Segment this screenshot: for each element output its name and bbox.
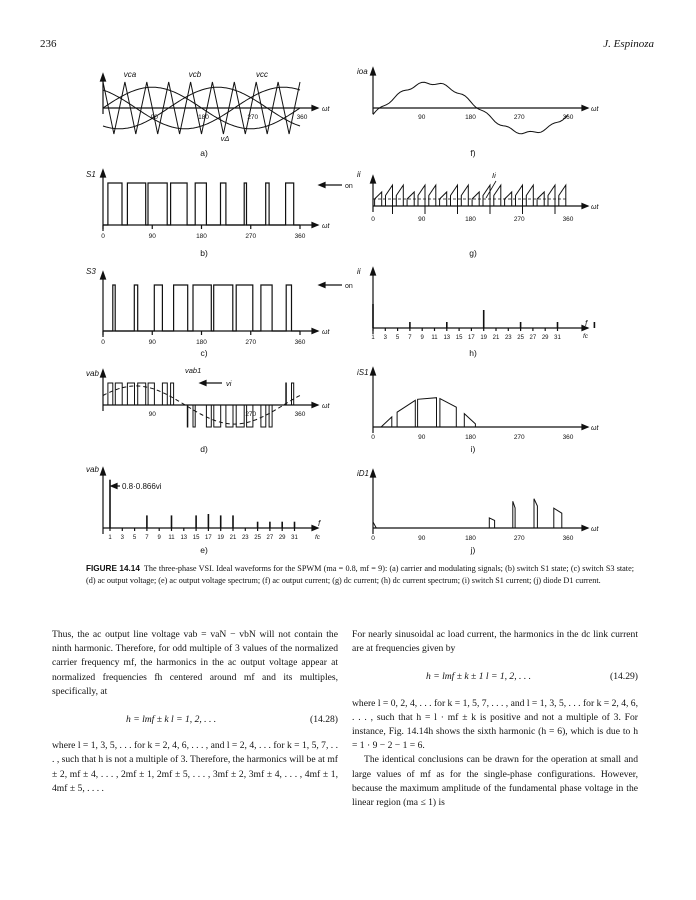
diode-d1-current bbox=[373, 499, 568, 528]
harmonic-tick-label: 29 bbox=[278, 535, 286, 541]
panel-e-y-arrow bbox=[101, 468, 106, 475]
harmonic-tick-label: 5 bbox=[395, 335, 400, 341]
panel-h-ylabel: ii bbox=[357, 267, 361, 276]
panel-c-ylabel: S3 bbox=[86, 267, 96, 276]
right-paragraph-3: The identical conclusions can be drawn for the operation at small and large values of mf as for the single-phase configurations. However, because the maximum amplitude of the fundamental phase voltage in the linear region (ma ≤ 1) is bbox=[352, 754, 638, 809]
panel-d-x-arrow bbox=[312, 403, 318, 408]
harmonic-tick-label: 11 bbox=[168, 535, 175, 541]
panel-f-tick-label: 90 bbox=[418, 114, 426, 121]
harmonic-tick-label: 25 bbox=[517, 335, 524, 341]
equation-number: (14.28) bbox=[310, 714, 338, 726]
panel-f-wt-label: ωt bbox=[591, 106, 599, 113]
panel-letter: a) bbox=[200, 148, 208, 158]
panel-b-tick-label: 0 bbox=[101, 233, 105, 240]
panel-a-wt-label: ωt bbox=[322, 106, 330, 113]
panel-a-tick-label: 180 bbox=[198, 114, 209, 121]
panel-b-tick-label: 90 bbox=[148, 233, 156, 240]
panel-c-wt-label: ωt bbox=[322, 329, 330, 336]
harmonic-tick-label: 17 bbox=[468, 335, 475, 341]
panel-j-wt-label: ωt bbox=[591, 526, 599, 533]
panel-h-xsub: fc bbox=[583, 333, 589, 340]
harmonic-tick-label: 11 bbox=[431, 335, 438, 341]
harmonic-tick-label: 3 bbox=[383, 335, 387, 341]
panel-g-wt-label: ωt bbox=[591, 204, 599, 211]
harmonic-tick-label: 1 bbox=[371, 335, 375, 341]
panel-h-xlabel: f bbox=[585, 319, 588, 328]
vcc-label: vcc bbox=[256, 70, 268, 79]
panel-g-tick-label: 0 bbox=[371, 216, 375, 223]
switch-s1-state bbox=[103, 183, 300, 225]
panel-j-tick-label: 90 bbox=[418, 535, 426, 542]
harmonic-tick-label: 27 bbox=[529, 335, 537, 341]
harmonic-tick-label: 7 bbox=[145, 535, 149, 541]
harmonic-tick-label: 13 bbox=[180, 535, 188, 541]
panel-i-wt-label: ωt bbox=[591, 425, 599, 432]
harmonic-tick-label: 17 bbox=[205, 535, 212, 541]
left-column bbox=[52, 628, 338, 796]
harmonic-tick-label: 9 bbox=[420, 335, 424, 341]
figure-label: FIGURE 14.14 bbox=[86, 564, 140, 573]
caption-text: The three-phase VSI. Ideal waveforms for the SPWM (ma = 0.8, mf = 9): (a) carrier and modulating signals; (b) switch S1 state; (c) switch S3 state; (d) ac output voltage; (e) ac output voltage spectrum; (f) ac output current; (g) dc current; (h) dc current spectrum; (i) switch S1 current; (j) diode D1 current. bbox=[86, 564, 634, 586]
panel-g-y-arrow bbox=[371, 176, 376, 183]
equation-expression: h = lmf ± k ± 1 l = 1, 2, . . . bbox=[426, 671, 532, 683]
panel-b-wt-label: ωt bbox=[322, 223, 330, 230]
harmonic-tick-label: 23 bbox=[504, 335, 512, 341]
panel-c-tick-label: 270 bbox=[245, 339, 257, 346]
panel-j-x-arrow bbox=[582, 526, 588, 531]
on-label: on bbox=[345, 283, 353, 290]
panel-c-tick-label: 180 bbox=[196, 339, 207, 346]
panel-d-tick-label: 360 bbox=[294, 411, 306, 418]
running-head-author: J. Espinoza bbox=[603, 38, 654, 50]
panel-g-tick-label: 180 bbox=[465, 216, 476, 223]
panel-letter: h) bbox=[469, 348, 477, 358]
panel-i-tick-label: 270 bbox=[513, 434, 525, 441]
right-paragraph-1: For nearly sinusoidal ac load current, the harmonics in the dc link current are at frequencies given by bbox=[352, 629, 638, 655]
panel-b-tick-label: 360 bbox=[294, 233, 306, 240]
on-arrow-head bbox=[319, 183, 325, 188]
switch-s1-current bbox=[373, 398, 568, 427]
panel-i-x-arrow bbox=[582, 425, 588, 430]
panel-d-tick-label: 90 bbox=[148, 411, 156, 418]
panel-c-y-arrow bbox=[101, 272, 106, 279]
right-column bbox=[352, 628, 638, 810]
panel-i-tick-label: 0 bbox=[371, 434, 375, 441]
harmonic-tick-label: 19 bbox=[480, 335, 488, 341]
panel-h-y-arrow bbox=[371, 268, 376, 275]
panel-c-tick-label: 360 bbox=[294, 339, 306, 346]
equation-14-28 bbox=[52, 713, 338, 727]
panel-i-tick-label: 90 bbox=[418, 434, 426, 441]
panel-d-ylabel: vab bbox=[86, 369, 99, 378]
harmonic-tick-label: 19 bbox=[217, 535, 225, 541]
figure-caption bbox=[86, 563, 634, 588]
harmonic-tick-label: 29 bbox=[541, 335, 549, 341]
panel-b-tick-label: 180 bbox=[196, 233, 207, 240]
vi-arrow-head bbox=[200, 381, 206, 386]
panel-c-x-arrow bbox=[312, 329, 318, 334]
panel-f-tick-label: 360 bbox=[562, 114, 574, 121]
panel-e-xlabel: f bbox=[318, 519, 321, 528]
harmonic-tick-label: 3 bbox=[120, 535, 124, 541]
harmonic-tick-label: 9 bbox=[157, 535, 161, 541]
on-label: on bbox=[345, 183, 353, 190]
harmonic-tick-label: 25 bbox=[254, 535, 261, 541]
vdelta-label: vΔ bbox=[220, 134, 230, 143]
vi-label: vi bbox=[226, 379, 232, 388]
panel-j-tick-label: 0 bbox=[371, 535, 375, 542]
vca-label: vca bbox=[123, 70, 137, 79]
harmonic-tick-label: 23 bbox=[241, 535, 249, 541]
panel-f-x-arrow bbox=[582, 106, 588, 111]
harmonic-tick-label: 15 bbox=[192, 535, 200, 541]
panel-g-tick-label: 90 bbox=[418, 216, 426, 223]
harmonic-tick-label: 31 bbox=[554, 335, 561, 341]
panel-letter: g) bbox=[469, 248, 477, 258]
panel-a-tick-label: 90 bbox=[150, 114, 158, 121]
right-paragraph-2: where l = 0, 2, 4, . . . for k = 1, 5, 7, . . . , and l = 1, 3, 5, . . . for k = 2, 4, 6, . . . , such that h = l · mf ± k is positive and not a multiple of 3. For instance, Fig. 14.14h shows the sixth harmonic (h = 6), which is due to h = 1 · 9 − 2 − 1 = 6. bbox=[352, 697, 638, 752]
panel-letter: c) bbox=[200, 348, 208, 358]
panel-j-tick-label: 360 bbox=[562, 535, 574, 542]
panel-b-ylabel: S1 bbox=[86, 170, 96, 179]
equation-14-29 bbox=[352, 670, 638, 684]
panel-f-tick-label: 270 bbox=[513, 114, 525, 121]
panel-g-tick-label: 360 bbox=[562, 216, 574, 223]
panel-i-ylabel: iS1 bbox=[357, 368, 369, 377]
harmonic-tick-label: 7 bbox=[408, 335, 412, 341]
harmonic-tick-label: 21 bbox=[229, 535, 237, 541]
panel-letter: j) bbox=[470, 545, 476, 555]
vcb-label: vcb bbox=[188, 70, 202, 79]
panel-letter: e) bbox=[200, 545, 208, 555]
vab1-label: vab1 bbox=[185, 366, 202, 375]
panel-b-x-arrow bbox=[312, 223, 318, 228]
harmonic-tick-label: 1 bbox=[108, 535, 112, 541]
panel-i-y-arrow bbox=[371, 368, 376, 375]
panel-i-tick-label: 360 bbox=[562, 434, 574, 441]
panel-e-ylabel: vab bbox=[86, 465, 99, 474]
equation-expression: h = lmf ± k l = 1, 2, . . . bbox=[126, 714, 217, 726]
fundamental-annotation: 0.8·0.866vi bbox=[122, 482, 162, 491]
panel-f-tick-label: 180 bbox=[465, 114, 476, 121]
panel-c-tick-label: 0 bbox=[101, 339, 105, 346]
panel-f-ylabel: ioa bbox=[357, 67, 368, 76]
harmonic-tick-label: 13 bbox=[443, 335, 451, 341]
harmonic-tick-label: 15 bbox=[455, 335, 463, 341]
panel-c-tick-label: 90 bbox=[148, 339, 156, 346]
harmonic-tick-label: 27 bbox=[266, 535, 274, 541]
panel-g-ylabel: ii bbox=[357, 170, 361, 179]
panel-g-tick-label: 270 bbox=[513, 216, 525, 223]
panel-f-y-arrow bbox=[371, 68, 376, 75]
on-arrow-head bbox=[319, 283, 325, 288]
harmonic-tick-label: 5 bbox=[132, 535, 137, 541]
page-number: 236 bbox=[40, 38, 57, 50]
switch-s3-state bbox=[103, 285, 300, 331]
left-paragraph-2: where l = 1, 3, 5, . . . for k = 2, 4, 6, . . . , and l = 2, 4, . . . for k = 1, 5, 7, . . . , such that h is not a multiple of 3. Therefore, the harmonics will be at mf ± 2, mf ± 4, . . . , 2mf ± 1, 2mf ± 5, . . . , 3mf ± 2, 3mf ± 4, . . . , 4mf ± 1, 4mf ± 5, . . . . bbox=[52, 740, 338, 794]
panel-d-wt-label: ωt bbox=[322, 403, 330, 410]
equation-number: (14.29) bbox=[610, 671, 638, 683]
panel-e-xsub: fc bbox=[315, 534, 321, 541]
panel-j-ylabel: iD1 bbox=[357, 469, 370, 478]
panel-d-y-arrow bbox=[101, 370, 106, 377]
panel-b-y-arrow bbox=[101, 170, 106, 177]
panel-j-tick-label: 180 bbox=[465, 535, 476, 542]
panel-a-y-arrow bbox=[101, 74, 106, 81]
panel-d-tick-label: 270 bbox=[245, 411, 257, 418]
panel-g-x-arrow bbox=[582, 204, 588, 209]
panel-a-x-arrow bbox=[312, 106, 318, 111]
panel-letter: i) bbox=[470, 444, 476, 454]
panel-letter: f) bbox=[470, 148, 476, 158]
annotation-arrow-head bbox=[111, 484, 117, 489]
panel-a-tick-label: 270 bbox=[247, 114, 259, 121]
panel-j-y-arrow bbox=[371, 470, 376, 477]
panel-letter: b) bbox=[200, 248, 208, 258]
panel-b-tick-label: 270 bbox=[245, 233, 257, 240]
panel-letter: d) bbox=[200, 444, 208, 454]
mean-current-label: Ii bbox=[492, 171, 496, 180]
panel-a-tick-label: 360 bbox=[296, 114, 308, 121]
panel-j-tick-label: 270 bbox=[513, 535, 525, 542]
harmonic-tick-label: 21 bbox=[492, 335, 500, 341]
dc-current bbox=[373, 185, 568, 214]
panel-i-tick-label: 180 bbox=[465, 434, 476, 441]
harmonic-tick-label: 31 bbox=[291, 535, 298, 541]
left-paragraph-1: Thus, the ac output line voltage vab = vaN − vbN will not contain the ninth harmonic. Therefore, for odd multiple of 3 values of the normalized carrier frequency mf, the harmonics in the ac output voltage appear at normalized frequencies fh centered around mf and its multiples, specifically, at bbox=[52, 629, 338, 697]
